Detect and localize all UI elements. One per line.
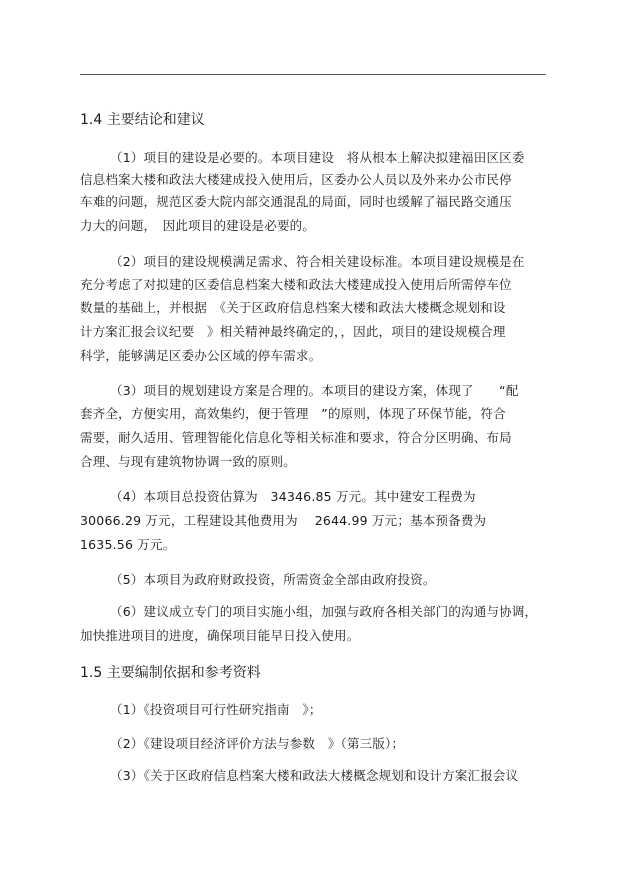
reference-item: （2）《建设项目经济评价方法与参数 》（第三版）； xyxy=(110,736,405,751)
header-rule xyxy=(80,74,546,75)
paragraph-line: （2）项目的建设规模满足需求、符合相关建设标准。本项目建设规模是在 xyxy=(110,254,525,269)
paragraph-line: 车难的问题，规范区委大院内部交通混乱的局面，同时也缓解了福民路交通压 xyxy=(80,194,512,209)
reference-item: （1）《投资项目可行性研究指南 》； xyxy=(110,702,322,717)
paragraph-line: 30066.29 万元，工程建设其他费用为 2644.99 万元；基本预备费为 xyxy=(80,513,487,528)
paragraph-line: 需要，耐久适用、管理智能化信息化等相关标准和要求，符合分区明确、布局 xyxy=(80,430,512,445)
paragraph-line: 信息档案大楼和政法大楼建成投入使用后，区委办公人员以及外来办公市民停 xyxy=(80,172,512,187)
paragraph-line: 套齐全，方便实用，高效集约，便于管理 ”的原则，体现了环保节能，符合 xyxy=(80,406,506,421)
section-1-4-heading: 1.4 主要结论和建议 xyxy=(80,112,205,128)
paragraph-line: （3）项目的规划建设方案是合理的。本项目的建设方案，体现了 “配 xyxy=(110,383,519,398)
paragraph-line: （4）本项目总投资估算为 34346.85 万元。其中建安工程费为 xyxy=(110,489,476,504)
paragraph-line: 1635.56 万元。 xyxy=(80,537,176,552)
paragraph-line: 科学，能够满足区委办公区域的停车需求。 xyxy=(80,348,322,363)
section-1-5-heading: 1.5 主要编制依据和参考资料 xyxy=(80,665,261,681)
paragraph-line: 加快推进项目的进度，确保项目能早日投入使用。 xyxy=(80,628,360,643)
reference-item: （3）《关于区政府信息档案大楼和政法大楼概念规划和设计方案汇报会议 xyxy=(110,768,519,783)
paragraph-line: （6）建议成立专门的项目实施小组，加强与政府各相关部门的沟通与协调， xyxy=(110,604,538,619)
paragraph-line: 力大的问题， 因此项目的建设是必要的。 xyxy=(80,218,316,233)
paragraph-line: （1）项目的建设是必要的。本项目建设 将从根本上解决拟建福田区区委 xyxy=(110,150,525,165)
paragraph-line: 合理、与现有建筑物协调一致的原则。 xyxy=(80,454,296,469)
paragraph-line: （5）本项目为政府财政投资，所需资金全部由政府投资。 xyxy=(110,572,436,587)
paragraph-line: 充分考虑了对拟建的区委信息档案大楼和政法大楼建成投入使用后所需停车位 xyxy=(80,277,512,292)
paragraph-line: 数量的基础上，并根据 《关于区政府信息档案大楼和政法大楼概念规划和设 xyxy=(80,300,506,315)
paragraph-line: 计方案汇报会议纪要 》相关精神最终确定的，，因此，项目的建设规模合理 xyxy=(80,324,506,339)
